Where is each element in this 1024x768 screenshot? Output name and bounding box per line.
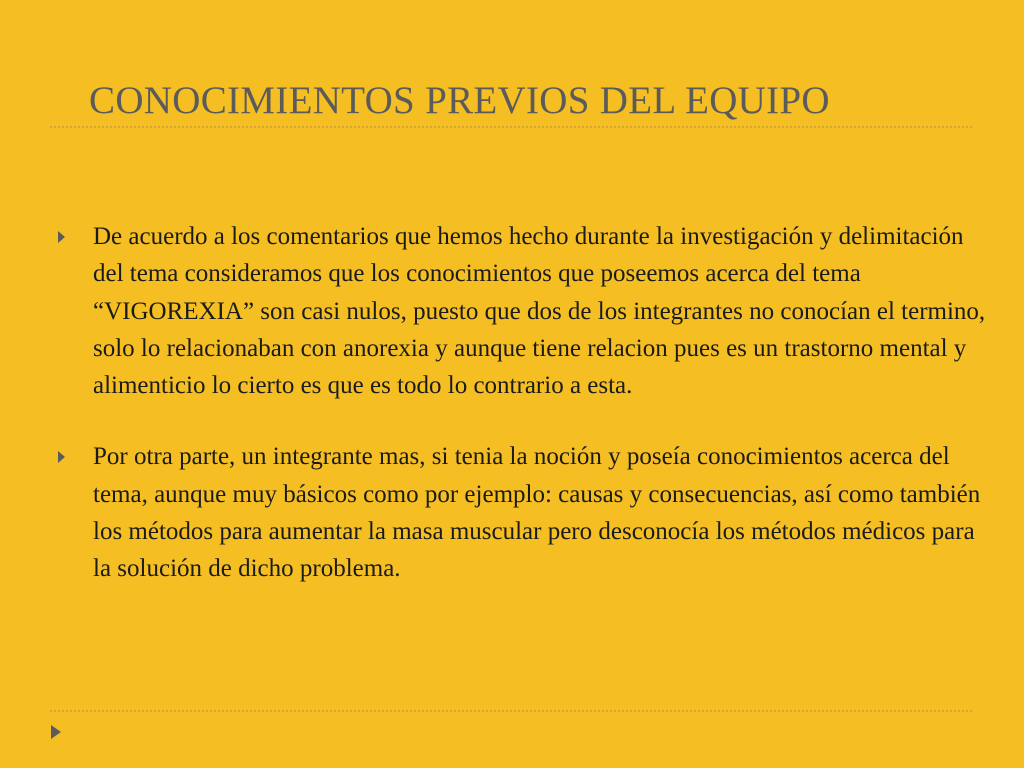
- footer-divider: [50, 710, 972, 712]
- play-arrow-icon[interactable]: [51, 725, 61, 739]
- triangle-right-icon: [58, 231, 65, 243]
- triangle-right-icon: [58, 451, 65, 463]
- bullet-text: De acuerdo a los comentarios que hemos hecho durante la investigación y delimitación del tema consideramos que los conocimientos que poseemos acerca del tema “VIGOREXIA” son casi nulos, puesto que dos de los integrantes no conocían el termino, solo lo relacionaban con anorexia y aunque tiene relacion pues es un trastorno mental y alimenticio lo cierto es que es todo lo contrario a esta.: [93, 223, 986, 400]
- slide-title: CONOCIMIENTOS PREVIOS DEL EQUIPO: [89, 79, 830, 122]
- title-divider: [50, 126, 972, 128]
- bullet-item: [58, 438, 988, 587]
- bullet-item: [58, 218, 988, 404]
- bullet-text: Por otra parte, un integrante mas, si tenia la noción y poseía conocimientos acerca del tema, aunque muy básicos como por ejemplo: causas y consecuencias, así como también los métodos para aumentar la masa muscular pero desconocía los métodos médicos para la solución de dicho problema.: [93, 443, 981, 583]
- slide-content: [58, 218, 988, 588]
